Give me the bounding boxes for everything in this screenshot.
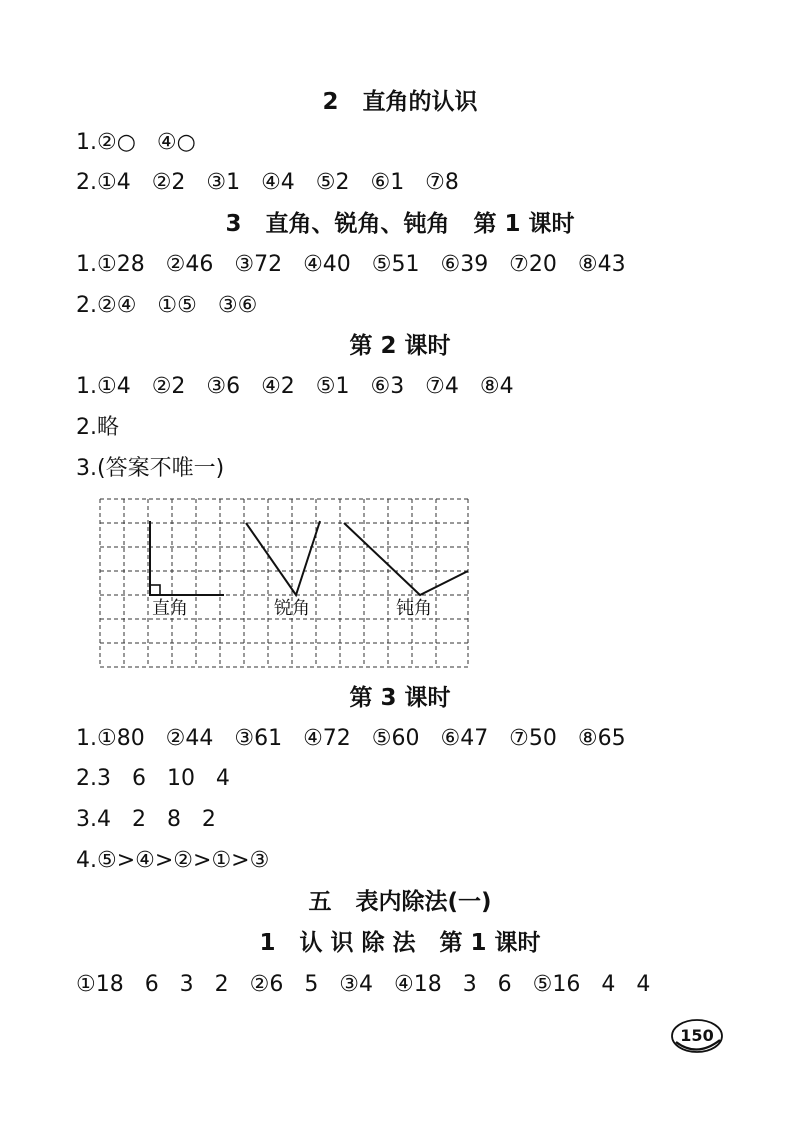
answer-line: 3.4 2 8 2 bbox=[76, 807, 216, 832]
answer-line: 2.②④ ①⑤ ③⑥ bbox=[76, 293, 258, 318]
answer-line: 3.(答案不唯一) bbox=[76, 456, 225, 481]
answer-line: ①18 6 3 2 ②6 5 ③4 ④18 3 6 ⑤16 4 4 bbox=[76, 972, 651, 997]
answer-line: 2.略 bbox=[76, 415, 119, 440]
heading-right-angle: 2 直角的认识 bbox=[322, 89, 478, 115]
answer-line: 1.②○ ④○ bbox=[76, 130, 196, 155]
right-angle-shape bbox=[150, 521, 224, 595]
acute-angle-shape bbox=[246, 521, 320, 595]
answer-line: 1.①28 ②46 ③72 ④40 ⑤51 ⑥39 ⑦20 ⑧43 bbox=[76, 252, 626, 277]
heading-chapter5-division: 五 表内除法(一) bbox=[308, 889, 492, 915]
answer-line: 2.3 6 10 4 bbox=[76, 766, 230, 791]
heading-angles-lesson1: 3 直角、锐角、钝角 第 1 课时 bbox=[225, 211, 575, 237]
heading-lesson2: 第 2 课时 bbox=[349, 333, 451, 359]
answer-line: 1.①4 ②2 ③6 ④2 ⑤1 ⑥3 ⑦4 ⑧4 bbox=[76, 374, 514, 399]
right-angle-label: 直角 bbox=[152, 598, 188, 619]
answer-line: 1.①80 ②44 ③61 ④72 ⑤60 ⑥47 ⑦50 ⑧65 bbox=[76, 726, 626, 751]
obtuse-angle-label: 钝角 bbox=[396, 598, 432, 619]
angle-grid-figure bbox=[98, 497, 472, 671]
answer-line: 4.⑤>④>②>①>③ bbox=[76, 848, 270, 873]
obtuse-angle-shape bbox=[344, 523, 468, 595]
heading-lesson3: 第 3 课时 bbox=[349, 685, 451, 711]
page-number: 150 bbox=[680, 1026, 714, 1045]
heading-division-lesson1: 1 认 识 除 法 第 1 课时 bbox=[259, 930, 541, 956]
acute-angle-label: 锐角 bbox=[274, 598, 310, 619]
answer-line: 2.①4 ②2 ③1 ④4 ⑤2 ⑥1 ⑦8 bbox=[76, 170, 459, 195]
dashed-grid bbox=[100, 499, 468, 667]
